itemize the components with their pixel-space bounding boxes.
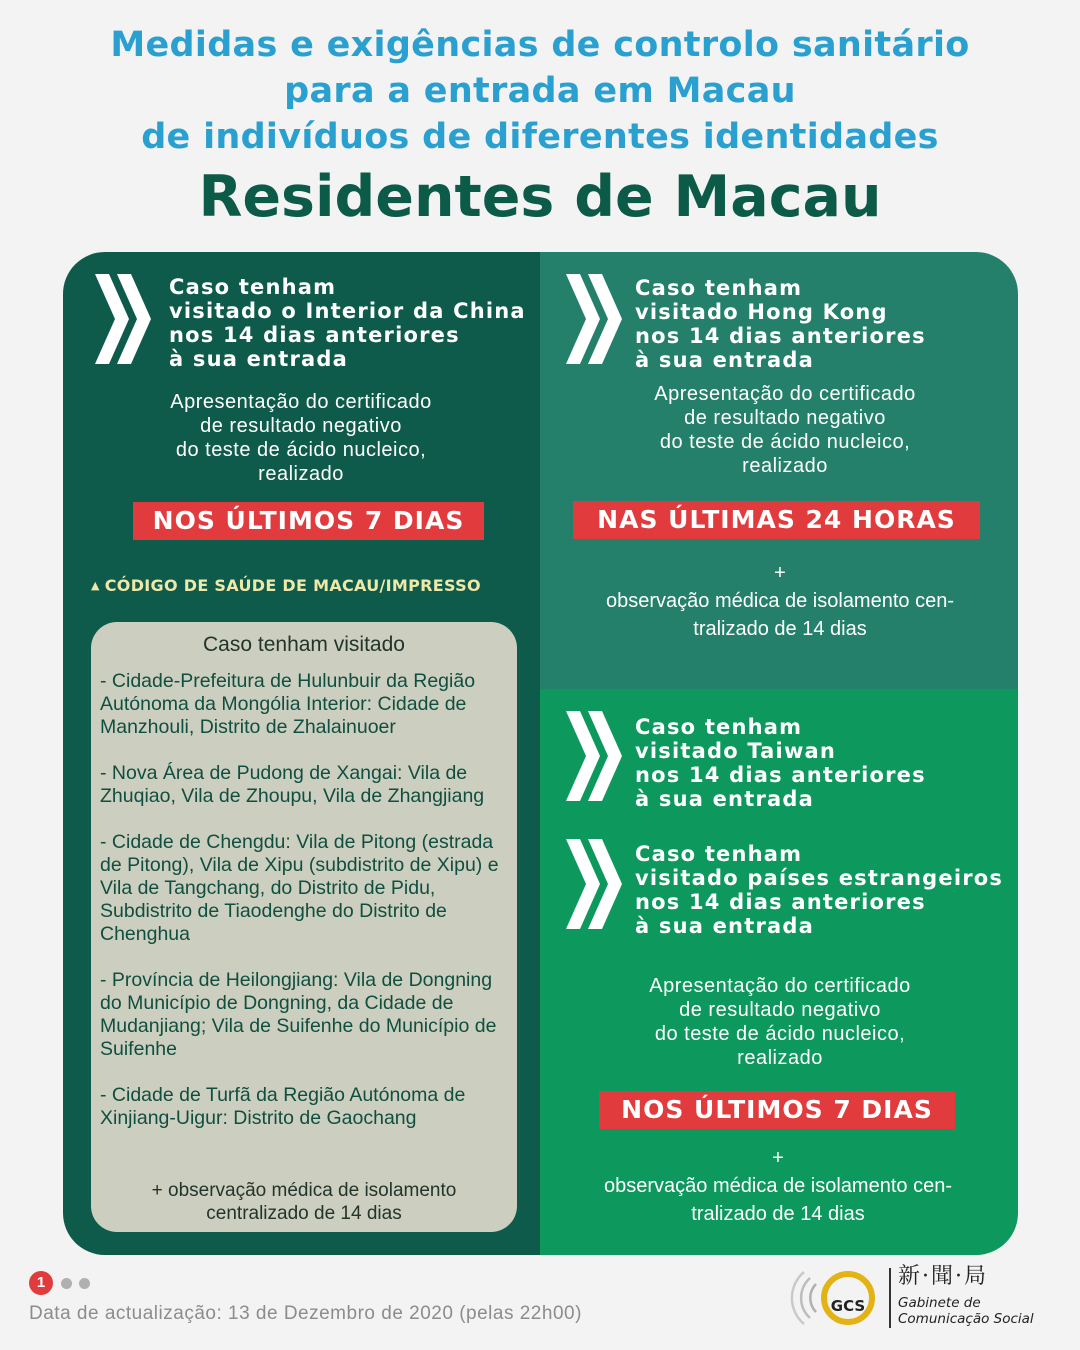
hongkong-heading: Caso tenham visitado Hong Kong nos 14 dias anteriores à sua entrada [635,276,926,372]
mainland-heading: Caso tenham visitado o Interior da China nos 14 dias anteriores à sua entrada [169,275,526,371]
list-item: - Cidade-Prefeitura de Hulunbuir da Região Autónoma da Mongólia Interior: Cidade de Manzhouli, Distrito de Zhalainuoer [100,670,476,738]
mainland-section [63,252,540,1255]
special-areas-list [100,670,512,1153]
hongkong-note: + observação médica de isolamento cen- tralizado de 14 dias [606,562,954,640]
mainland-description: Apresentação do certificado de resultado negativo do teste de ácido nucleico, realizado [170,391,432,485]
taiwan-foreign-note: + observação médica de isolamento cen- tralizado de 14 dias [604,1147,952,1225]
special-areas-title: Caso tenham visitado [203,633,405,656]
subtitle-line-2: para a entrada em Macau [284,71,796,111]
update-date: Data de actualização: 13 de Dezembro de 2020 (pelas 22h00) [29,1303,582,1324]
list-item: - Cidade de Turfã da Região Autónoma de Xinjiang-Uigur: Distrito de Gaochang [100,1084,466,1129]
taiwan-foreign-description: Apresentação do certificado de resultado negativo do teste de ácido nucleico, realizado [649,975,911,1069]
special-areas-footer: + observação médica de isolamento centralizado de 14 dias [151,1180,457,1224]
double-chevron-icon [564,274,624,364]
logo-mark-text: GCS [830,1297,866,1315]
special-areas-box [91,622,517,1232]
foreign-heading: Caso tenham visitado países estrangeiros nos 14 dias anteriores à sua entrada [635,842,1004,938]
double-chevron-icon [564,711,624,801]
list-item: - Cidade de Chengdu: Vila de Pitong (estrada de Pitong), Vila de Xipu (subdistrito de Xipu) e Vila de Tangchang, do Distrito de Pidu, Subdistrito de Tiaodenghe do Distrito de Chenghua [100,831,499,945]
logo-separator [889,1268,891,1328]
taiwan-heading: Caso tenham visitado Taiwan nos 14 dias anteriores à sua entrada [635,715,926,811]
list-item: - Nova Área de Pudong de Xangai: Vila de Zhuqiao, Vila de Zhoupu, Vila de Zhangjiang [100,762,485,807]
hongkong-section [540,252,1018,689]
header [0,22,1080,230]
subtitle-line-1: Medidas e exigências de controlo sanitário [110,25,970,65]
info-card [63,252,1018,1255]
double-chevron-icon [93,274,153,364]
page-dot[interactable] [61,1278,72,1289]
list-item: - Província de Heilongjiang: Vila de Dongning do Município de Dongning, da Cidade de Mudanjiang; Vila de Suifenhe do Município de Suifenhe [100,969,497,1060]
subtitle-line-3: de indivíduos de diferentes identidades [141,117,939,157]
gcs-logo-mark [790,1262,886,1334]
hongkong-banner: NAS ÚLTIMAS 24 HORAS [573,501,980,539]
double-chevron-icon [564,839,624,929]
logo-chinese-name: 新·聞·局 [898,1264,988,1289]
page-title: Residentes de Macau [198,164,882,230]
logo-portuguese-name: Gabinete de Comunicação Social [898,1295,1034,1327]
health-code-text: CÓDIGO DE SAÚDE DE MACAU/IMPRESSO [104,576,481,595]
taiwan-foreign-section [540,689,1018,1255]
gcs-logo [790,1262,1060,1334]
health-code-label [91,574,521,598]
taiwan-foreign-banner: NOS ÚLTIMOS 7 DIAS [599,1091,955,1129]
triangle-icon: ▲ [91,579,100,592]
page-dot[interactable] [79,1278,90,1289]
mainland-banner: NOS ÚLTIMOS 7 DIAS [133,502,484,540]
hongkong-description: Apresentação do certificado de resultado negativo do teste de ácido nucleico, realizado [654,383,916,477]
page-dot-active[interactable]: 1 [29,1271,53,1295]
